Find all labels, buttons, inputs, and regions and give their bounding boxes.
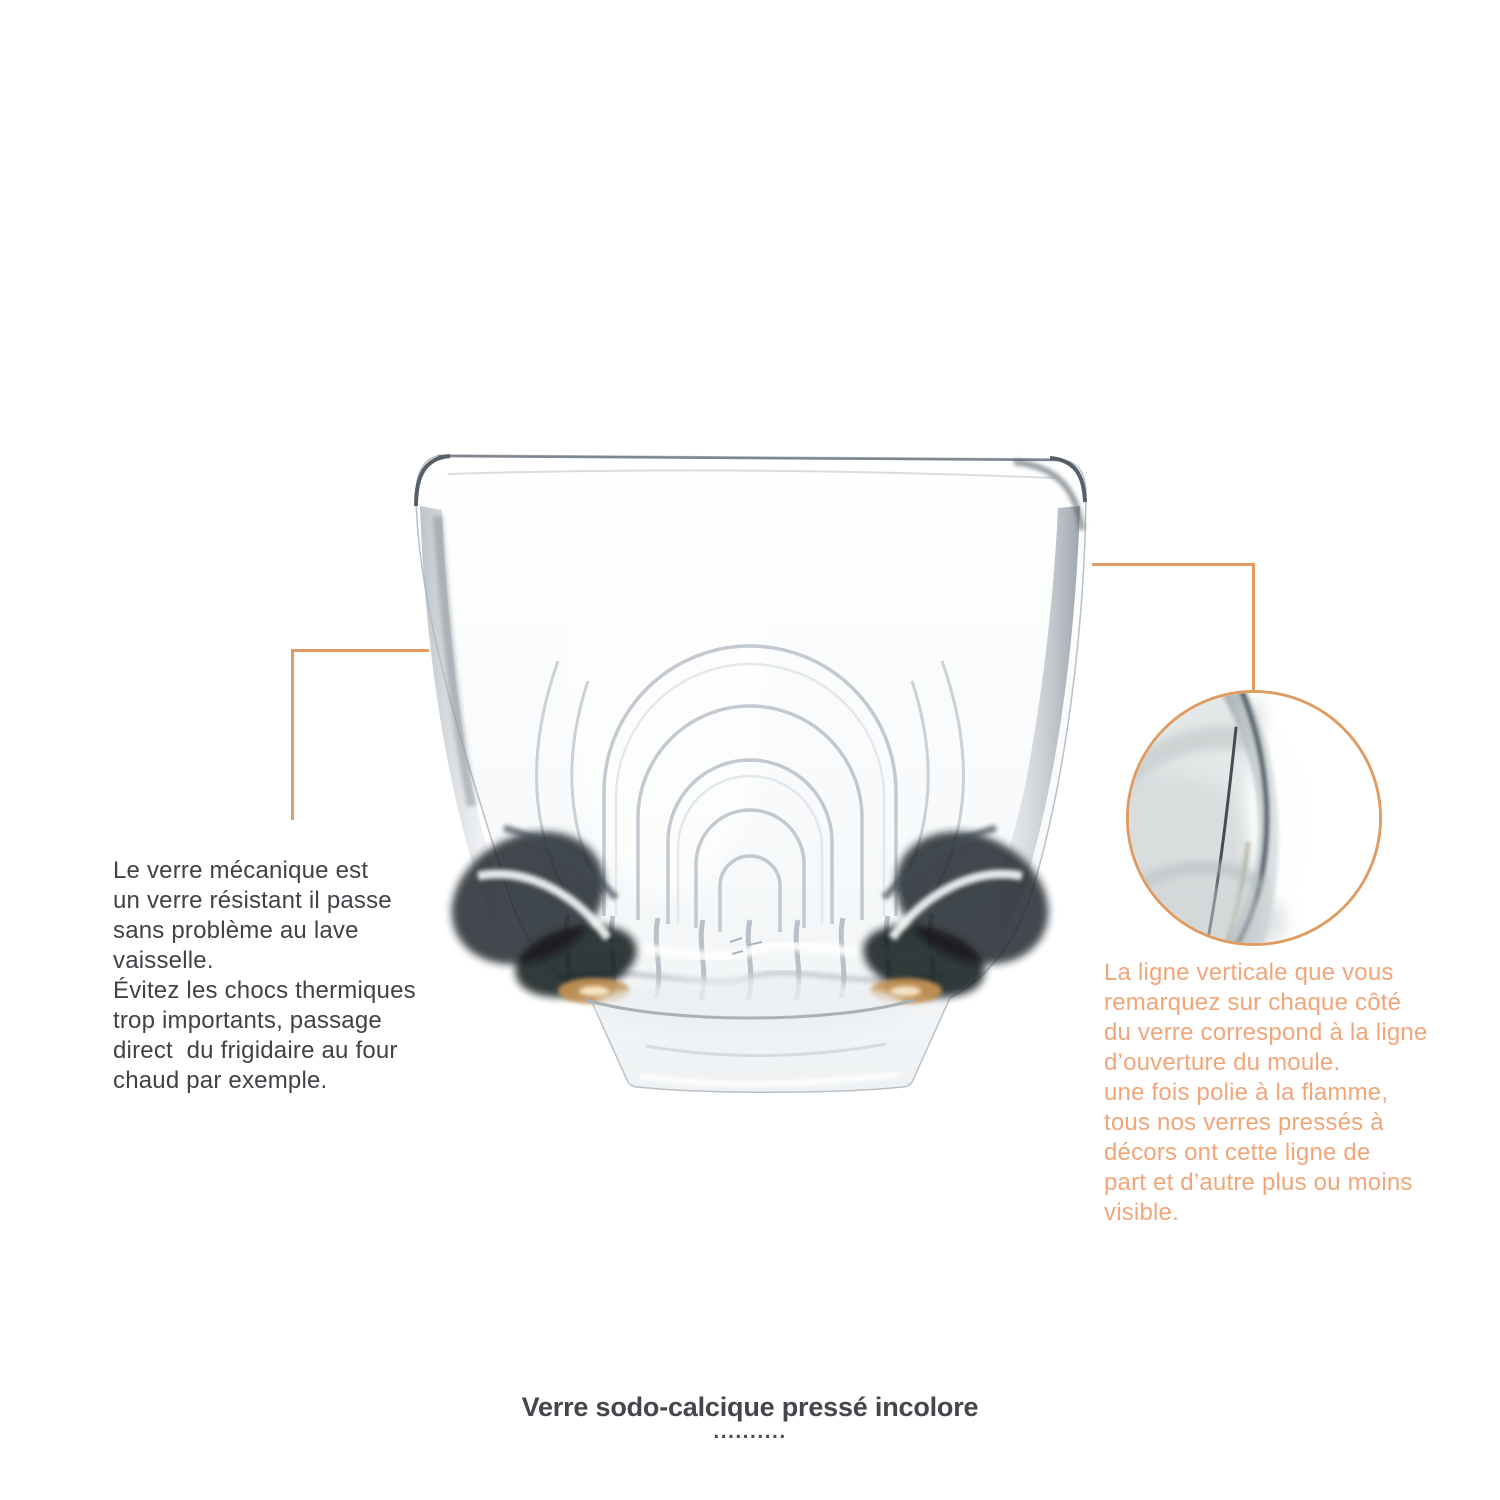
callout-line-right-vertical [1252,563,1255,692]
mold-note-line: tous nos verres pressés à [1104,1109,1384,1136]
callout-line-left-horizontal [291,649,429,652]
mold-note-line: du verre correspond à la ligne [1104,1019,1428,1046]
care-note-line: un verre résistant il passe [113,887,392,914]
glass-photo-illustration [408,446,1092,1094]
mold-line-detail-circle [1126,690,1382,946]
care-note-line: Le verre mécanique est [113,857,369,884]
caption-dots: .......... [713,1420,787,1443]
mold-note-line: d’ouverture du moule. [1104,1049,1341,1076]
mold-note-line: part et d’autre plus ou moins [1104,1169,1413,1196]
care-note-line: direct du frigidaire au four [113,1037,398,1064]
care-instructions-note [113,856,473,1096]
care-note-line: chaud par exemple. [113,1067,328,1094]
glass-photo [408,446,1092,1094]
mold-note-line: une fois polie à la flamme, [1104,1079,1389,1106]
care-note-line: vaisselle. [113,947,214,974]
care-note-line: Évitez les chocs thermiques [113,977,416,1004]
mold-note-line: décors ont cette ligne de [1104,1139,1371,1166]
mold-line-detail-photo [1129,693,1379,943]
mold-note-line: La ligne verticale que vous [1104,959,1394,986]
mold-note-line: remarquez sur chaque côté [1104,989,1402,1016]
mold-note-line: visible. [1104,1199,1179,1226]
callout-line-left-vertical [291,649,294,820]
callout-line-right-horizontal [1092,563,1255,566]
mold-line-note [1104,958,1494,1228]
care-note-line: sans problème au lave [113,917,359,944]
care-note-line: trop importants, passage [113,1007,382,1034]
material-caption: Verre sodo-calcique pressé incolore [521,1392,979,1422]
